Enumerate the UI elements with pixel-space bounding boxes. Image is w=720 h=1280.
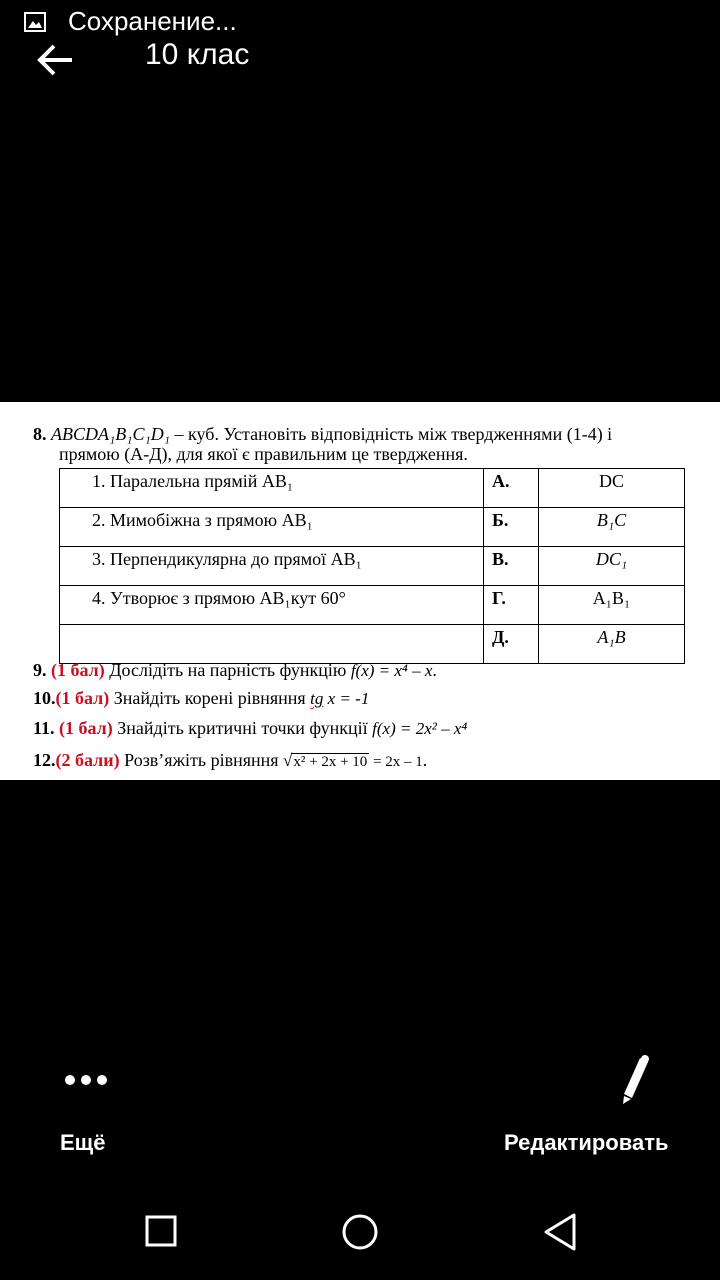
punctuation: . bbox=[422, 750, 428, 770]
points-label: (2 бали) bbox=[55, 750, 120, 770]
question-text-line2: прямою (А-Д), для якої є правильним це твердження. bbox=[59, 444, 468, 464]
question-number: 9. bbox=[33, 660, 47, 680]
question-number: 11. bbox=[33, 718, 55, 738]
formula: √x² + 2x + 10 = 2x – 1 bbox=[283, 751, 423, 770]
edit-button[interactable]: Редактировать bbox=[504, 1130, 669, 1155]
question-text: Дослідіть на парність функцію bbox=[109, 660, 347, 680]
image-icon bbox=[24, 12, 46, 32]
line-cell: DC bbox=[539, 469, 685, 508]
more-button[interactable]: Ещё bbox=[60, 1130, 106, 1155]
line-cell: A₁B bbox=[539, 625, 685, 664]
question-11 bbox=[33, 718, 467, 739]
question-9 bbox=[33, 660, 437, 681]
statement-cell: 2. Мимобіжна з прямою AB₁ bbox=[60, 508, 484, 547]
statement-cell bbox=[60, 625, 484, 664]
points-label: (1 бал) bbox=[59, 718, 113, 738]
status-bar bbox=[0, 0, 720, 40]
arrow-left-icon[interactable] bbox=[34, 40, 78, 80]
table-row bbox=[60, 625, 685, 664]
statement-cell: 4. Утворює з прямою AB₁кут 60° bbox=[60, 586, 484, 625]
app-title: 10 клас bbox=[145, 38, 250, 71]
letter-cell: Г. bbox=[484, 586, 539, 625]
line-cell: DC₁ bbox=[539, 547, 685, 586]
document-image[interactable] bbox=[0, 402, 720, 780]
square-recents-icon[interactable] bbox=[144, 1214, 178, 1248]
formula: f(x) = x⁴ – x bbox=[350, 661, 433, 680]
circle-home-icon[interactable] bbox=[340, 1212, 380, 1252]
table-row bbox=[60, 586, 685, 625]
points-label: (1 бал) bbox=[51, 660, 105, 680]
matching-table bbox=[59, 468, 685, 664]
table-row bbox=[60, 469, 685, 508]
formula-rhs: = 2x – 1 bbox=[369, 754, 423, 770]
formula-tg: tg bbox=[310, 689, 324, 708]
question-text: – куб. Установіть відповідність між твердженнями (1-4) і bbox=[170, 424, 613, 444]
question-12 bbox=[33, 750, 427, 771]
status-text: Сохранение... bbox=[68, 6, 237, 36]
table-row bbox=[60, 547, 685, 586]
question-10 bbox=[33, 688, 369, 709]
formula: x = -1 bbox=[323, 689, 370, 708]
more-dots-icon[interactable] bbox=[64, 1072, 108, 1088]
question-text: Знайдіть корені рівняння bbox=[113, 688, 306, 708]
question-number: 12. bbox=[33, 750, 56, 770]
statement-cell: 3. Перпендикулярна до прямої AB₁ bbox=[60, 547, 484, 586]
line-cell: B₁C bbox=[539, 508, 685, 547]
question-8 bbox=[33, 424, 703, 464]
punctuation: . bbox=[432, 660, 437, 680]
points-label: (1 бал) bbox=[55, 688, 110, 708]
cube-name: ABCDA₁B₁C₁D₁ bbox=[51, 424, 171, 444]
letter-cell: Б. bbox=[484, 508, 539, 547]
question-text: Розв’яжіть рівняння bbox=[124, 750, 279, 770]
triangle-back-icon[interactable] bbox=[542, 1212, 578, 1252]
radicand: x² + 2x + 10 bbox=[293, 754, 368, 770]
app-bar bbox=[0, 36, 720, 84]
question-number: 10. bbox=[33, 688, 56, 708]
line-cell: A₁B₁ bbox=[539, 586, 685, 625]
letter-cell: Д. bbox=[484, 625, 539, 664]
question-text: Знайдіть критичні точки функції bbox=[117, 718, 368, 738]
formula: f(x) = 2x² – x⁴ bbox=[372, 719, 468, 738]
statement-cell: 1. Паралельна прямій AB₁ bbox=[60, 469, 484, 508]
question-number: 8. bbox=[33, 424, 47, 444]
table-row bbox=[60, 508, 685, 547]
letter-cell: В. bbox=[484, 547, 539, 586]
pencil-icon[interactable] bbox=[618, 1054, 652, 1106]
letter-cell: А. bbox=[484, 469, 539, 508]
